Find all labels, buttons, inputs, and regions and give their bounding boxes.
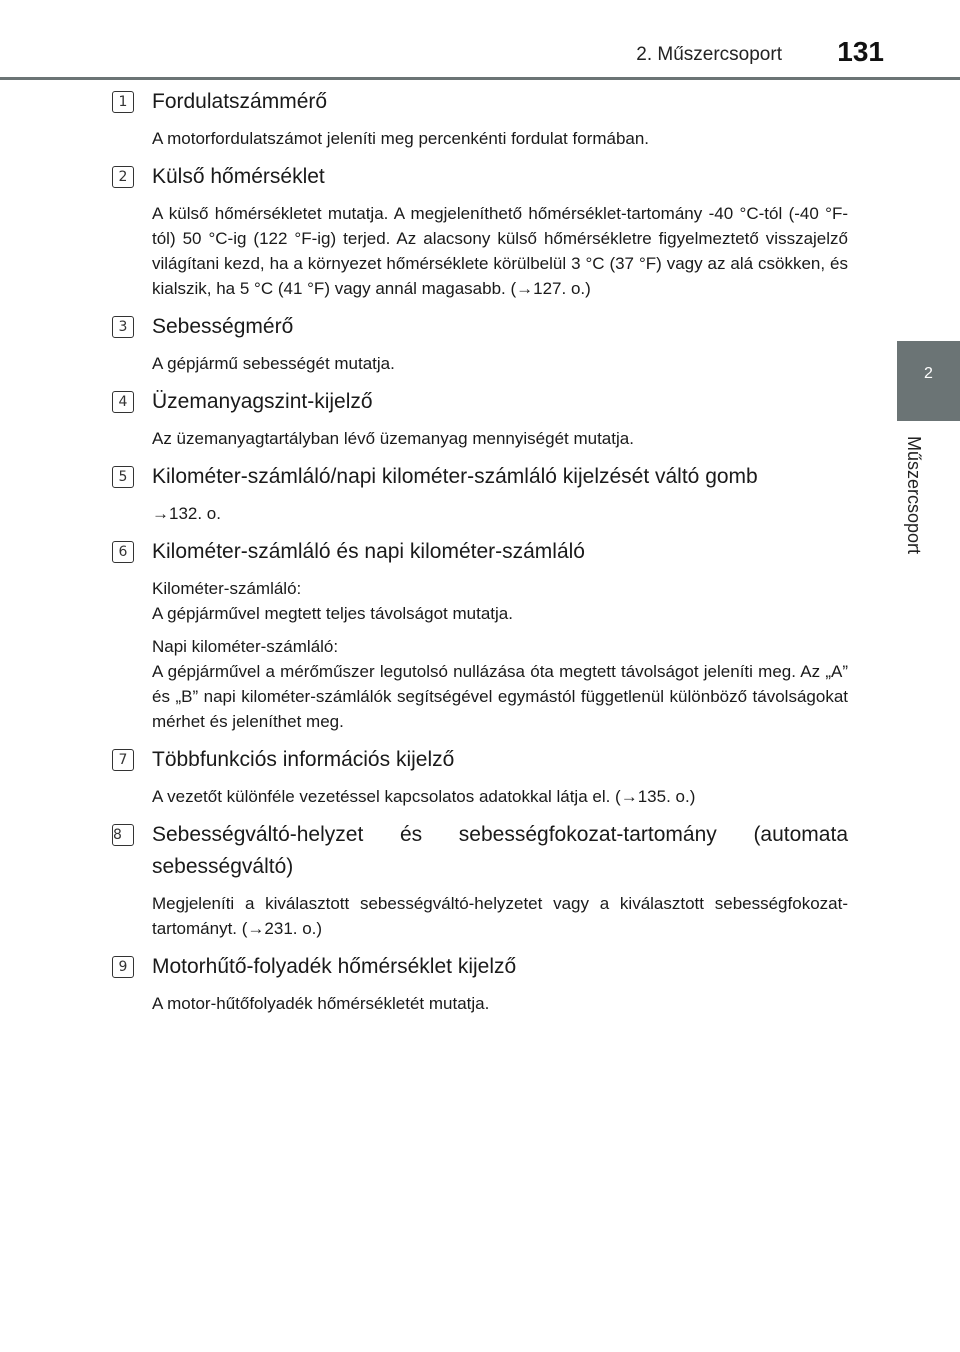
item-paragraph: A gépjármű sebességét mutatja. bbox=[152, 354, 395, 373]
item-title: Külső hőmérséklet bbox=[152, 165, 325, 188]
item-paragraph: A motorfordulatszámot jeleníti meg percenkénti fordulat formában. bbox=[152, 129, 650, 148]
list-item bbox=[112, 461, 848, 526]
item-number-badge: 7 bbox=[112, 749, 134, 771]
list-item bbox=[112, 536, 848, 734]
item-number-badge: 2 bbox=[112, 166, 134, 188]
item-number-badge: 3 bbox=[112, 316, 134, 338]
item-description bbox=[112, 784, 848, 809]
item-title: Többfunkciós információs kijelző bbox=[152, 748, 455, 771]
item-heading bbox=[112, 86, 848, 118]
item-description bbox=[112, 351, 848, 376]
list-item bbox=[112, 819, 848, 941]
list-item bbox=[112, 951, 848, 1016]
item-title: Kilométer-számláló és napi kilométer-számláló bbox=[152, 540, 585, 563]
item-number-badge: 4 bbox=[112, 391, 134, 413]
item-number-badge: 9 bbox=[112, 956, 134, 978]
item-heading bbox=[112, 819, 848, 883]
list-item bbox=[112, 161, 848, 301]
item-heading bbox=[112, 951, 848, 983]
item-heading bbox=[112, 461, 848, 493]
item-paragraph: A motor-hűtőfolyadék hőmérsékletét mutatja. bbox=[152, 994, 490, 1013]
item-heading bbox=[112, 311, 848, 343]
chapter-tab-number: 2 bbox=[924, 365, 933, 382]
item-paragraph: Kilométer-számláló: A gépjárművel megtett teljes távolságot mutatja. bbox=[152, 579, 513, 623]
item-title: Sebességváltó-helyzet és sebességfokozat-tartomány (automata sebességváltó) bbox=[152, 823, 848, 878]
chapter-title: 2. Műszercsoport bbox=[636, 44, 782, 65]
item-title: Sebességmérő bbox=[152, 315, 294, 338]
list-item bbox=[112, 86, 848, 151]
list-item bbox=[112, 386, 848, 451]
item-title: Motorhűtő-folyadék hőmérséklet kijelző bbox=[152, 955, 517, 978]
item-description bbox=[112, 891, 848, 941]
list-item bbox=[112, 311, 848, 376]
item-paragraph: A vezetőt különféle vezetéssel kapcsolatos adatokkal látja el. (→135. o.) bbox=[152, 787, 696, 806]
item-description bbox=[112, 201, 848, 301]
header-divider bbox=[0, 77, 960, 80]
item-heading bbox=[112, 386, 848, 418]
chapter-tab-label: Műszercsoport bbox=[904, 436, 924, 555]
item-title: Fordulatszámmérő bbox=[152, 90, 328, 113]
list-item bbox=[112, 744, 848, 809]
item-paragraph: Napi kilométer-számláló: A gépjárművel a mérőműszer legutolsó nullázása óta megtett távolságot jeleníti meg. Az „A” és „B” napi kilométer-számlálók segítségével egymástól függetlenül különböző távolságokat mérhet és jeleníthet meg. bbox=[152, 637, 848, 731]
item-paragraph: A külső hőmérsékletet mutatja. A megjeleníthető hőmérséklet-tartomány -40 °C-tól (-40 °F-tól) 50 °C-ig (122 °F-ig) terjed. Az alacsony külső hőmérsékletre figyelmeztető visszajelző világítani kezd, ha a környezet hőmérséklete körülbelül 3 °C (37 °F) vagy az alá csökken, és kialszik, ha 5 °C (41 °F) vagy annál magasabb. (→127. o.) bbox=[152, 204, 848, 298]
item-description bbox=[112, 126, 848, 151]
item-title: Üzemanyagszint-kijelző bbox=[152, 390, 373, 413]
item-heading bbox=[112, 161, 848, 193]
item-description bbox=[112, 991, 848, 1016]
item-list bbox=[112, 86, 848, 1026]
item-number-badge: 5 bbox=[112, 466, 134, 488]
chapter-tab bbox=[897, 341, 960, 421]
item-description bbox=[112, 576, 848, 734]
item-heading bbox=[112, 536, 848, 568]
item-paragraph: →132. o. bbox=[152, 504, 221, 523]
item-number-badge: 1 bbox=[112, 91, 134, 113]
item-title: Kilométer-számláló/napi kilométer-számláló kijelzését váltó gomb bbox=[152, 465, 758, 488]
item-paragraph: Az üzemanyagtartályban lévő üzemanyag mennyiségét mutatja. bbox=[152, 429, 634, 448]
item-paragraph: Megjeleníti a kiválasztott sebességváltó-helyzetet vagy a kiválasztott sebességfokozat-tartományt. (→231. o.) bbox=[152, 894, 848, 938]
item-number-badge: 6 bbox=[112, 541, 134, 563]
page-header bbox=[0, 0, 960, 80]
item-description bbox=[112, 426, 848, 451]
page-number: 131 bbox=[837, 36, 884, 67]
item-number-badge: 8 bbox=[112, 824, 134, 846]
item-description bbox=[112, 501, 848, 526]
item-heading bbox=[112, 744, 848, 776]
